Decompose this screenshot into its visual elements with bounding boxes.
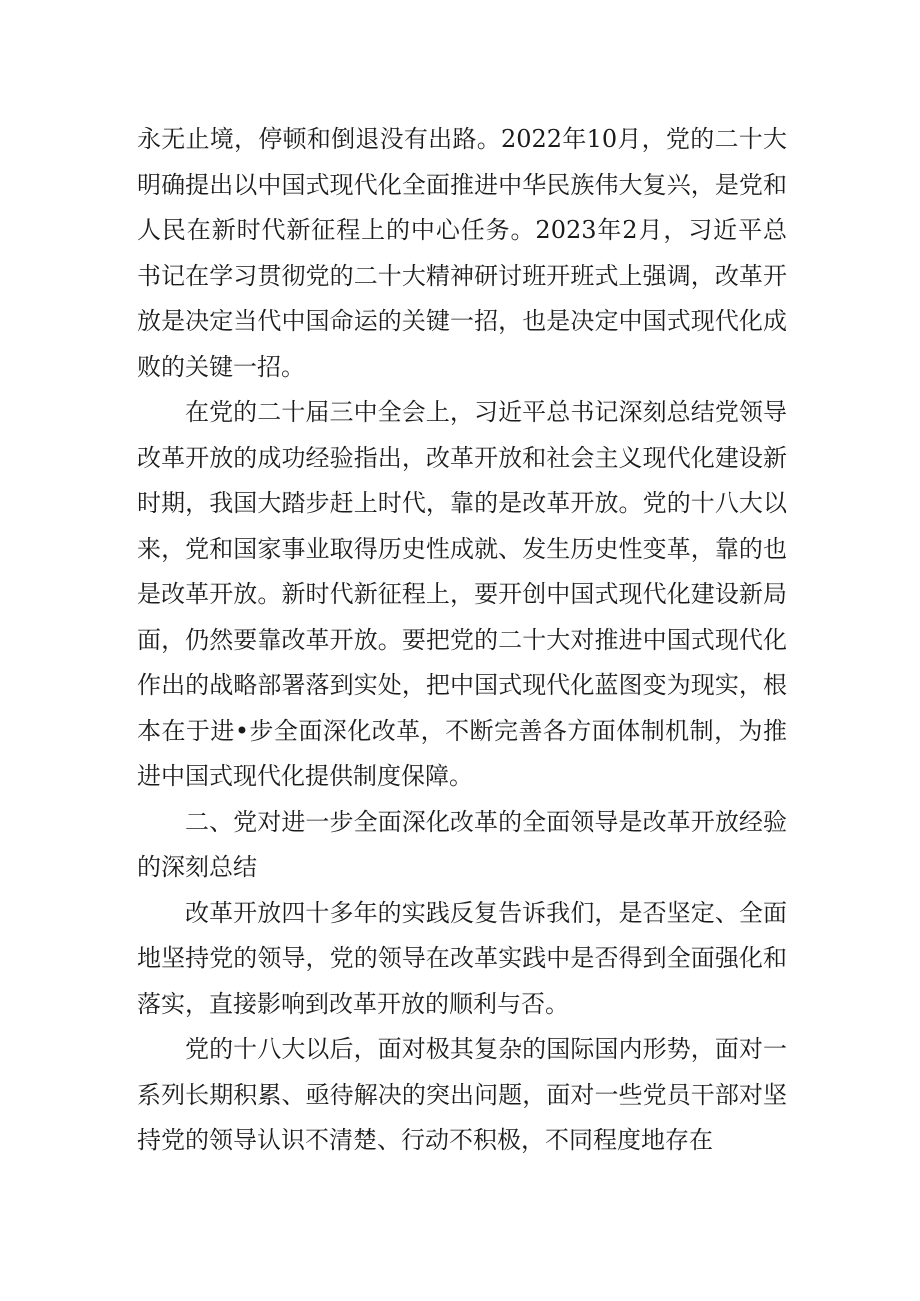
document-body xyxy=(137,117,787,1164)
paragraph-plenum-summary: 在党的二十届三中全会上，习近平总书记深刻总结党领导改革开放的成功经验指出，改革开放和社会主义现代化建设新时期，我国大踏步赶上时代，靠的是改革开放。党的十八大以来，党和国家事业取得历史性成就、发生历史性变革，靠的也是改革开放。新时代新征程上，要开创中国式现代化建设新局面，仍然要靠改革开放。要把党的二十大对推进中国式现代化作出的战略部署落到实处，把中国式现代化蓝图变为现实，根本在于进•步全面深化改革，不断完善各方面体制机制，为推进中国式现代化提供制度保障。 xyxy=(137,398,787,790)
paragraph-continuation: 永无止境，停顿和倒退没有出路。2022年10月，党的二十大明确提出以中国式现代化全面推进中华民族伟大复兴，是党和人民在新时代新征程上的中心任务。2023年2月，习近平总书记在学习贯彻党的二十大精神研讨班开班式上强调，改革开放是决定当代中国命运的关键一招，也是决定中国式现代化成败的关键一招。 xyxy=(137,125,787,381)
paragraph-eighteenth-congress: 党的十八大以后，面对极其复杂的国际国内形势，面对一系列长期积累、亟待解决的突出问题，面对一些党员干部对坚持党的领导认识不清楚、行动不积极，不同程度地存在 xyxy=(137,1035,787,1154)
paragraph-practice: 改革开放四十多年的实践反复告诉我们，是否坚定、全面地坚持党的领导，党的领导在改革实践中是否得到全面强化和落实，直接影响到改革开放的顺利与否。 xyxy=(137,898,787,1018)
section-heading: 二、党对进一步全面深化改革的全面领导是改革开放经验的深刻总结 xyxy=(137,807,787,881)
